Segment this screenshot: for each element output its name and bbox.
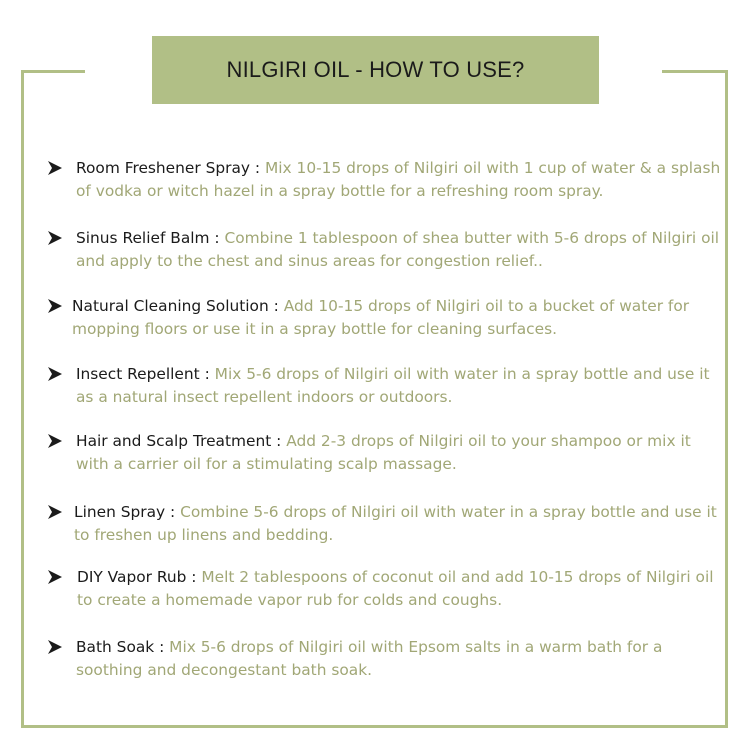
item-description: Add 2-3 drops of Nilgiri oil to your shampoo or mix it with a carrier oil for a stimulating scalp massage. (76, 432, 691, 473)
item-label: Natural Cleaning Solution : (72, 297, 279, 315)
item-description: Add 10-15 drops of Nilgiri oil to a bucket of water for mopping floors or use it in a spray bottle for cleaning surfaces. (72, 297, 690, 338)
frame-top-left-line (21, 70, 85, 73)
item-label: Linen Spray : (74, 503, 176, 521)
list-item (48, 227, 728, 273)
arrowhead-icon (48, 568, 62, 586)
list-item (48, 501, 728, 547)
arrowhead-icon (48, 638, 62, 656)
frame-top-right-line (662, 70, 728, 73)
item-description: Mix 5-6 drops of Nilgiri oil with Epsom salts in a warm bath for a soothing and decongestant bath soak. (76, 638, 663, 679)
title-banner (152, 36, 599, 104)
item-label: Hair and Scalp Treatment : (76, 432, 282, 450)
item-label: Room Freshener Spray : (76, 159, 261, 177)
item-label: DIY Vapor Rub : (77, 568, 197, 586)
arrowhead-icon (48, 432, 62, 450)
list-item (48, 157, 728, 203)
item-label: Bath Soak : (76, 638, 165, 656)
list-item (48, 566, 728, 612)
arrowhead-icon (48, 229, 62, 247)
list-item (48, 430, 728, 476)
list-item (48, 363, 728, 409)
arrowhead-icon (48, 297, 62, 315)
item-label: Sinus Relief Balm : (76, 229, 220, 247)
item-label: Insect Repellent : (76, 365, 210, 383)
item-description: Melt 2 tablespoons of coconut oil and add 10-15 drops of Nilgiri oil to create a homemade vapor rub for colds and coughs. (77, 568, 714, 609)
item-description: Combine 1 tablespoon of shea butter with 5-6 drops of Nilgiri oil and apply to the chest and sinus areas for congestion relief.. (76, 229, 720, 270)
item-description: Mix 5-6 drops of Nilgiri oil with water in a spray bottle and use it as a natural insect repellent indoors or outdoors. (76, 365, 710, 406)
arrowhead-icon (48, 365, 62, 383)
arrowhead-icon (48, 503, 62, 521)
item-description: Mix 10-15 drops of Nilgiri oil with 1 cup of water & a splash of vodka or witch hazel in a spray bottle for a refreshing room spray. (76, 159, 721, 200)
item-description: Combine 5-6 drops of Nilgiri oil with water in a spray bottle and use it to freshen up linens and bedding. (74, 503, 717, 544)
list-item (48, 295, 728, 341)
page-title: NILGIRI OIL - HOW TO USE? (226, 57, 525, 82)
list-item (48, 636, 728, 682)
arrowhead-icon (48, 159, 62, 177)
